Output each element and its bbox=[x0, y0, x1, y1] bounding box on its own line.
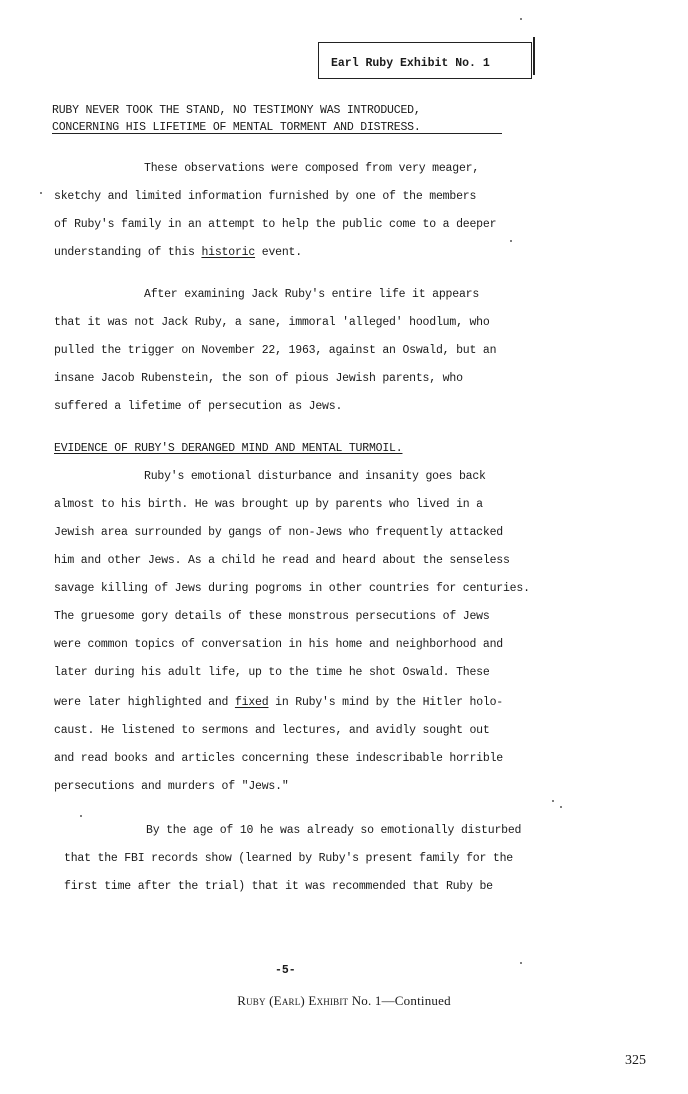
scan-speck bbox=[40, 192, 42, 194]
p3-line-12: persecutions and murders of "Jews." bbox=[54, 780, 289, 793]
p3-line-11: and read books and articles concerning these indescribable horrible bbox=[54, 752, 503, 765]
scan-speck bbox=[510, 240, 512, 242]
footer-prefix: Ruby bbox=[237, 993, 266, 1008]
box-bottom-rule bbox=[318, 78, 532, 79]
p4-line-3: first time after the trial) that it was recommended that Ruby be bbox=[64, 880, 493, 893]
p3-line-10: caust. He listened to sermons and lectures, and avidly sought out bbox=[54, 724, 490, 737]
p3-line-4: him and other Jews. As a child he read and heard about the senseless bbox=[54, 554, 510, 567]
scan-speck bbox=[552, 800, 554, 802]
p3-line-6: The gruesome gory details of these monstrous persecutions of Jews bbox=[54, 610, 490, 623]
p2-line-1: After examining Jack Ruby's entire life it appears bbox=[144, 288, 480, 301]
p3-line-1: Ruby's emotional disturbance and insanity goes back bbox=[144, 470, 486, 483]
page-marker: -5- bbox=[275, 964, 296, 977]
intro-heading-line-2: CONCERNING HIS LIFETIME OF MENTAL TORMENT AND DISTRESS. bbox=[52, 121, 421, 134]
p3-line-5: savage killing of Jews during pogroms in other countries for centuries. bbox=[54, 582, 530, 595]
p2-line-3: pulled the trigger on November 22, 1963, against an Oswald, but an bbox=[54, 344, 497, 357]
footer-rest: No. 1—Continued bbox=[351, 993, 451, 1008]
p3-line-3: Jewish area surrounded by gangs of non-Jews who frequently attacked bbox=[54, 526, 503, 539]
scan-speck bbox=[520, 18, 522, 20]
folio-number: 325 bbox=[625, 1053, 646, 1068]
fixed-word: fixed bbox=[234, 696, 269, 709]
p1-line-4 bbox=[54, 246, 302, 259]
exhibit-label: Earl Ruby Exhibit No. 1 bbox=[331, 57, 490, 70]
exhibit-label-box bbox=[318, 42, 532, 79]
historic-word: historic bbox=[201, 246, 256, 259]
p2-line-5: suffered a lifetime of persecution as Jews. bbox=[54, 400, 343, 413]
box-edge bbox=[533, 37, 535, 75]
scan-speck bbox=[560, 806, 562, 808]
p3-line-9-b: in Ruby's mind by the Hitler holo- bbox=[268, 696, 503, 709]
p1-line-4-b: event. bbox=[255, 246, 302, 259]
p2-line-2: that it was not Jack Ruby, a sane, immoral 'alleged' hoodlum, who bbox=[54, 316, 490, 329]
p3-line-8: later during his adult life, up to the time he shot Oswald. These bbox=[54, 666, 490, 679]
p4-line-1: By the age of 10 he was already so emotionally disturbed bbox=[146, 824, 522, 837]
p2-line-4: insane Jacob Rubenstein, the son of pious Jewish parents, who bbox=[54, 372, 463, 385]
p3-line-2: almost to his birth. He was brought up by parents who lived in a bbox=[54, 498, 483, 511]
footer-paren: (Earl) bbox=[269, 993, 305, 1008]
p1-line-4-a: understanding of this bbox=[54, 246, 202, 259]
p3-line-9-a: were later highlighted and bbox=[54, 696, 235, 709]
footer-exhibit: Exhibit bbox=[308, 993, 349, 1008]
exhibit-footer bbox=[0, 993, 688, 1009]
p1-line-1: These observations were composed from very meager, bbox=[144, 162, 480, 175]
intro-heading-line-1: RUBY NEVER TOOK THE STAND, NO TESTIMONY WAS INTRODUCED, bbox=[52, 104, 421, 117]
p3-line-7: were common topics of conversation in his home and neighborhood and bbox=[54, 638, 503, 651]
p4-line-2: that the FBI records show (learned by Ruby's present family for the bbox=[64, 852, 513, 865]
intro-heading-underline bbox=[52, 133, 502, 134]
scan-speck bbox=[80, 815, 82, 817]
scan-speck bbox=[520, 962, 522, 964]
p1-line-2: sketchy and limited information furnished by one of the members bbox=[54, 190, 477, 203]
p3-line-9 bbox=[54, 696, 503, 709]
section-heading: EVIDENCE OF RUBY'S DERANGED MIND AND MENTAL TURMOIL. bbox=[54, 442, 403, 455]
p1-line-3: of Ruby's family in an attempt to help the public come to a deeper bbox=[54, 218, 497, 231]
